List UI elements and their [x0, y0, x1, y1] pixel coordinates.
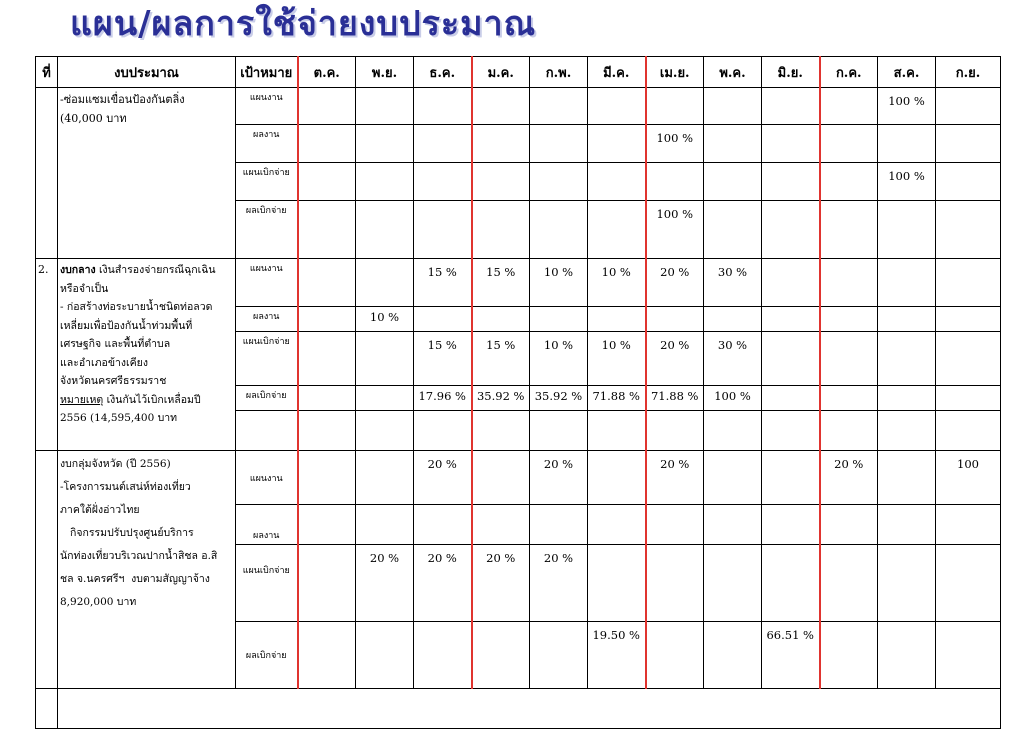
value-cell [646, 307, 704, 332]
desc-line: - ก่อสร้างท่อระบายน้ำชนิดท่อลวด [60, 301, 213, 313]
value-cell [762, 307, 820, 332]
value-cell: 100 % [646, 125, 704, 163]
col-header-month: เม.ย. [646, 57, 704, 88]
value-cell: 100 [936, 451, 1001, 505]
value-cell: 19.50 % [588, 622, 646, 689]
value-cell [356, 622, 414, 689]
value-cell: 20 % [646, 259, 704, 307]
value-cell [588, 307, 646, 332]
table-row [36, 451, 1001, 505]
value-cell: 10 % [588, 259, 646, 307]
desc-line: และอำเภอข้างเคียง [60, 356, 148, 369]
value-cell: 20 % [414, 545, 472, 622]
value-cell [356, 451, 414, 505]
value-cell: 100 % [704, 386, 762, 411]
budget-description [58, 259, 236, 451]
desc-line: เงินกันไว้เบิกเหลื่อมปี [103, 393, 201, 406]
desc-line: นักท่องเที่ยวบริเวณปากน้ำสิชล อ.สิ [60, 550, 218, 562]
value-cell: 20 % [414, 451, 472, 505]
desc-line: ภาคใต้ฝั่งอ่าวไทย [60, 504, 140, 516]
value-cell [588, 451, 646, 505]
value-cell: 20 % [356, 545, 414, 622]
target-label: แผนเบิกจ่าย [236, 545, 298, 622]
desc-line: เศรษฐกิจ และพื้นที่ตำบล [60, 338, 171, 350]
value-cell: 10 % [588, 332, 646, 386]
value-cell: 20 % [646, 332, 704, 386]
desc-line: จังหวัดนครศรีธรรมราช [60, 375, 167, 387]
value-cell: 10 % [530, 259, 588, 307]
value-cell [820, 259, 878, 307]
value-cell [820, 332, 878, 386]
value-cell [878, 259, 936, 307]
value-cell: 20 % [646, 451, 704, 505]
col-header-month: ก.พ. [530, 57, 588, 88]
row-number: 2. [36, 259, 58, 451]
col-header-target: เป้าหมาย [236, 57, 298, 88]
value-cell [878, 622, 936, 689]
desc-line: 8,920,000 บาท [60, 596, 137, 608]
table-row [36, 259, 1001, 307]
value-cell: 10 % [356, 307, 414, 332]
target-label: ผลงาน [236, 505, 298, 545]
value-cell: 71.88 % [646, 386, 704, 411]
value-cell: 100 % [878, 88, 936, 125]
value-cell [356, 259, 414, 307]
value-cell: 10 % [530, 332, 588, 386]
value-cell [298, 307, 356, 332]
value-cell [588, 545, 646, 622]
value-cell [936, 259, 1001, 307]
value-cell [878, 386, 936, 411]
desc-bold: งบกลาง [60, 264, 96, 276]
row-number [36, 88, 58, 259]
desc-line: งบกลุ่มจังหวัด (ปี 2556) [60, 458, 171, 470]
value-cell: 15 % [472, 259, 530, 307]
value-cell [820, 622, 878, 689]
value-cell: 15 % [472, 332, 530, 386]
target-label: ผลเบิกจ่าย [236, 622, 298, 689]
value-cell [298, 259, 356, 307]
value-cell [298, 622, 356, 689]
desc-line: -โครงการมนต์เสน่ห์ท่องเที่ยว [60, 481, 191, 493]
value-cell [298, 332, 356, 386]
value-cell [704, 307, 762, 332]
value-cell [878, 451, 936, 505]
value-cell [820, 386, 878, 411]
value-cell: 35.92 % [530, 386, 588, 411]
value-cell [414, 307, 472, 332]
value-cell: 15 % [414, 332, 472, 386]
desc-line: เหลี่ยมเพื่อป้องกันน้ำท่วมพื้นที่ [60, 319, 193, 332]
value-cell [820, 307, 878, 332]
value-cell: 100 % [878, 163, 936, 201]
col-header-month: ธ.ค. [414, 57, 472, 88]
value-cell [646, 545, 704, 622]
col-header-month: มิ.ย. [762, 57, 820, 88]
desc-line: ชล จ.นครศรีฯ งบตามสัญญาจ้าง [60, 573, 210, 585]
col-header-month: มี.ค. [588, 57, 646, 88]
page-title: แผน/ผลการใช้จ่ายงบประมาณ [70, 4, 537, 44]
value-cell [298, 386, 356, 411]
value-cell [936, 622, 1001, 689]
table-row [36, 689, 1001, 729]
col-header-month: ก.ค. [820, 57, 878, 88]
value-cell [530, 622, 588, 689]
col-header-month: ส.ค. [878, 57, 936, 88]
value-cell: 30 % [704, 259, 762, 307]
desc-line: กิจกรรมปรับปรุงศูนย์บริการ [60, 527, 194, 539]
value-cell [472, 451, 530, 505]
desc-line: 2556 (14,595,400 บาท [60, 412, 178, 424]
value-cell [936, 332, 1001, 386]
target-label: ผลงาน [236, 125, 298, 163]
budget-description [58, 451, 236, 689]
budget-description [58, 88, 236, 259]
desc-line: (40,000 บาท [60, 112, 127, 125]
desc-note-label: หมายเหตุ [60, 393, 104, 406]
value-cell: 35.92 % [472, 386, 530, 411]
target-label: แผนเบิกจ่าย [236, 163, 298, 201]
value-cell: 66.51 % [762, 622, 820, 689]
col-header-no: ที่ [36, 57, 58, 88]
value-cell: 71.88 % [588, 386, 646, 411]
value-cell [530, 307, 588, 332]
col-header-month: พ.ค. [704, 57, 762, 88]
col-header-month: ม.ค. [472, 57, 530, 88]
target-label: แผนเบิกจ่าย [236, 332, 298, 386]
value-cell [356, 332, 414, 386]
value-cell [762, 332, 820, 386]
value-cell [298, 451, 356, 505]
value-cell: 20 % [530, 451, 588, 505]
value-cell [704, 545, 762, 622]
col-header-month: พ.ย. [356, 57, 414, 88]
value-cell: 20 % [472, 545, 530, 622]
target-label: แผนงาน [236, 451, 298, 505]
col-header-month: ต.ค. [298, 57, 356, 88]
value-cell: 17.96 % [414, 386, 472, 411]
value-cell [414, 622, 472, 689]
value-cell [762, 386, 820, 411]
budget-table [35, 56, 1001, 729]
col-header-month: ก.ย. [936, 57, 1001, 88]
value-cell [762, 451, 820, 505]
value-cell [762, 259, 820, 307]
value-cell [878, 332, 936, 386]
value-cell: 20 % [820, 451, 878, 505]
desc-line: -ซ่อมแซมเขื่อนป้องกันตลิ่ง [60, 93, 185, 106]
target-label: แผนงาน [236, 259, 298, 307]
value-cell: 30 % [704, 332, 762, 386]
value-cell [936, 307, 1001, 332]
value-cell [936, 386, 1001, 411]
value-cell [704, 622, 762, 689]
desc-line: เงินสำรองจ่ายกรณีฉุกเฉิน [95, 264, 216, 276]
row-number [36, 451, 58, 689]
col-header-budget: งบประมาณ [58, 57, 236, 88]
target-label: ผลเบิกจ่าย [236, 201, 298, 259]
target-label: ผลงาน [236, 307, 298, 332]
value-cell [704, 451, 762, 505]
value-cell [820, 545, 878, 622]
value-cell: 20 % [530, 545, 588, 622]
value-cell [298, 545, 356, 622]
value-cell [878, 545, 936, 622]
table-row [36, 88, 1001, 125]
value-cell: 100 % [646, 201, 704, 259]
table-header-row [36, 57, 1001, 88]
value-cell [878, 307, 936, 332]
value-cell: 15 % [414, 259, 472, 307]
value-cell [356, 386, 414, 411]
value-cell [472, 307, 530, 332]
target-label: แผนงาน [236, 88, 298, 125]
value-cell [646, 622, 704, 689]
value-cell [762, 545, 820, 622]
target-label: ผลเบิกจ่าย [236, 386, 298, 411]
value-cell [936, 545, 1001, 622]
value-cell [472, 622, 530, 689]
desc-line: หรือจำเป็น [60, 282, 109, 295]
